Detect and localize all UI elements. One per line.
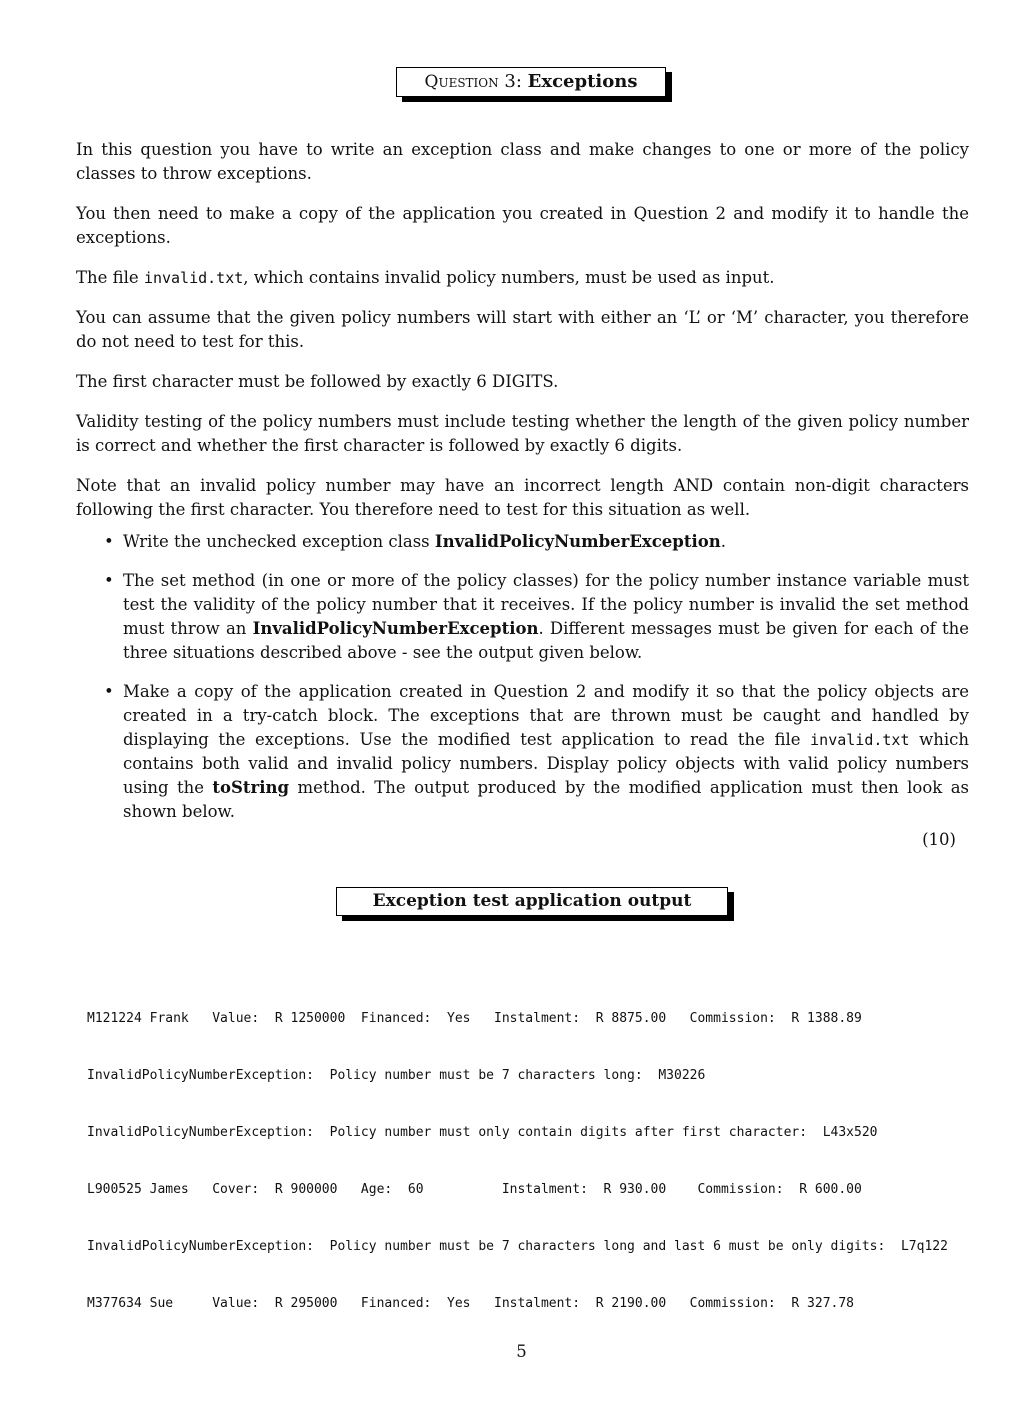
output-line: L900525 James Cover: R 900000 Age: 60 Instalment: R 930.00 Commission: R 600.00 (87, 1182, 862, 1197)
marks-label: (10) (922, 830, 956, 849)
paragraph-intro: In this question you have to write an exception class and make changes to one or more of the policy classes to throw exceptions. (76, 140, 969, 183)
bullet-3-middle: which contains both valid and invalid policy numbers. Display policy objects with valid policy numbers using the (123, 730, 970, 797)
question-title: Exceptions (527, 71, 638, 92)
paragraph-validity-testing: Validity testing of the policy numbers must include testing whether the length of the given policy number is correct and whether the first character is followed by exactly 6 digits. (76, 412, 969, 455)
bullet-2-suffix: . Different messages must be given for each of the three situations described above - see the output given below. (123, 619, 969, 662)
paragraph-digits-rule: The first character must be followed by exactly 6 DIGITS. (76, 372, 559, 391)
paragraph-input-file (76, 266, 969, 290)
question-word: Question (424, 72, 499, 92)
question-title-box (396, 67, 666, 97)
exception-class-name: InvalidPolicyNumberException (434, 532, 721, 551)
list-item (123, 530, 969, 554)
output-line: InvalidPolicyNumberException: Policy number must be 7 characters long: M30226 (87, 1068, 706, 1083)
console-output (87, 971, 948, 1332)
output-line: InvalidPolicyNumberException: Policy number must be 7 characters long and last 6 must be only digits: L7q122 (87, 1239, 948, 1254)
bullet-3-suffix: method. The output produced by the modified application must then look as shown below. (123, 778, 969, 821)
paragraph-copy-application: You then need to make a copy of the application you created in Question 2 and modify it to handle the exceptions. (76, 204, 969, 247)
page-number: 5 (516, 1342, 527, 1361)
input-file-suffix: , which contains invalid policy numbers, must be used as input. (243, 268, 775, 287)
bullet-1-suffix: . (720, 532, 726, 551)
output-line: M121224 Frank Value: R 1250000 Financed: Yes Instalment: R 8875.00 Commission: R 1388.89 (87, 1011, 862, 1026)
bullet-3-prefix: Make a copy of the application created in Question 2 and modify it so that the policy objects are created in a try-catch block. The exceptions that are thrown must be caught and handled by displaying the exceptions. Use the modified test application to read the file (123, 682, 969, 749)
filename-invalid-txt: invalid.txt (810, 731, 910, 749)
question-body (76, 138, 969, 839)
bullet-1-prefix: Write the unchecked exception class (123, 532, 435, 551)
output-line: InvalidPolicyNumberException: Policy number must only contain digits after first character: L43x520 (87, 1125, 878, 1140)
requirements-list (76, 530, 969, 824)
paragraph-note: Note that an invalid policy number may have an incorrect length AND contain non-digit characters following the first character. You therefore need to test for this situation as well. (76, 476, 969, 519)
exception-class-name: InvalidPolicyNumberException (252, 619, 539, 638)
filename-invalid-txt: invalid.txt (143, 269, 244, 287)
input-file-prefix: The file (76, 268, 144, 287)
output-line: M377634 Sue Value: R 295000 Financed: Yes Instalment: R 2190.00 Commission: R 327.78 (87, 1296, 855, 1311)
bullet-2-prefix: The set method (in one or more of the policy classes) for the policy number instance variable must test the validity of the policy number that it receives. If the policy number is invalid the set method must throw an (123, 571, 969, 638)
tostring-method-name: toString (212, 778, 290, 797)
question-number: 3: (504, 71, 522, 92)
paragraph-assumption: You can assume that the given policy numbers will start with either an ‘L’ or ‘M’ character, you therefore do not need to test for this. (76, 308, 969, 351)
output-title-box: Exception test application output (336, 887, 728, 916)
list-item (123, 680, 969, 824)
list-item (123, 569, 969, 665)
